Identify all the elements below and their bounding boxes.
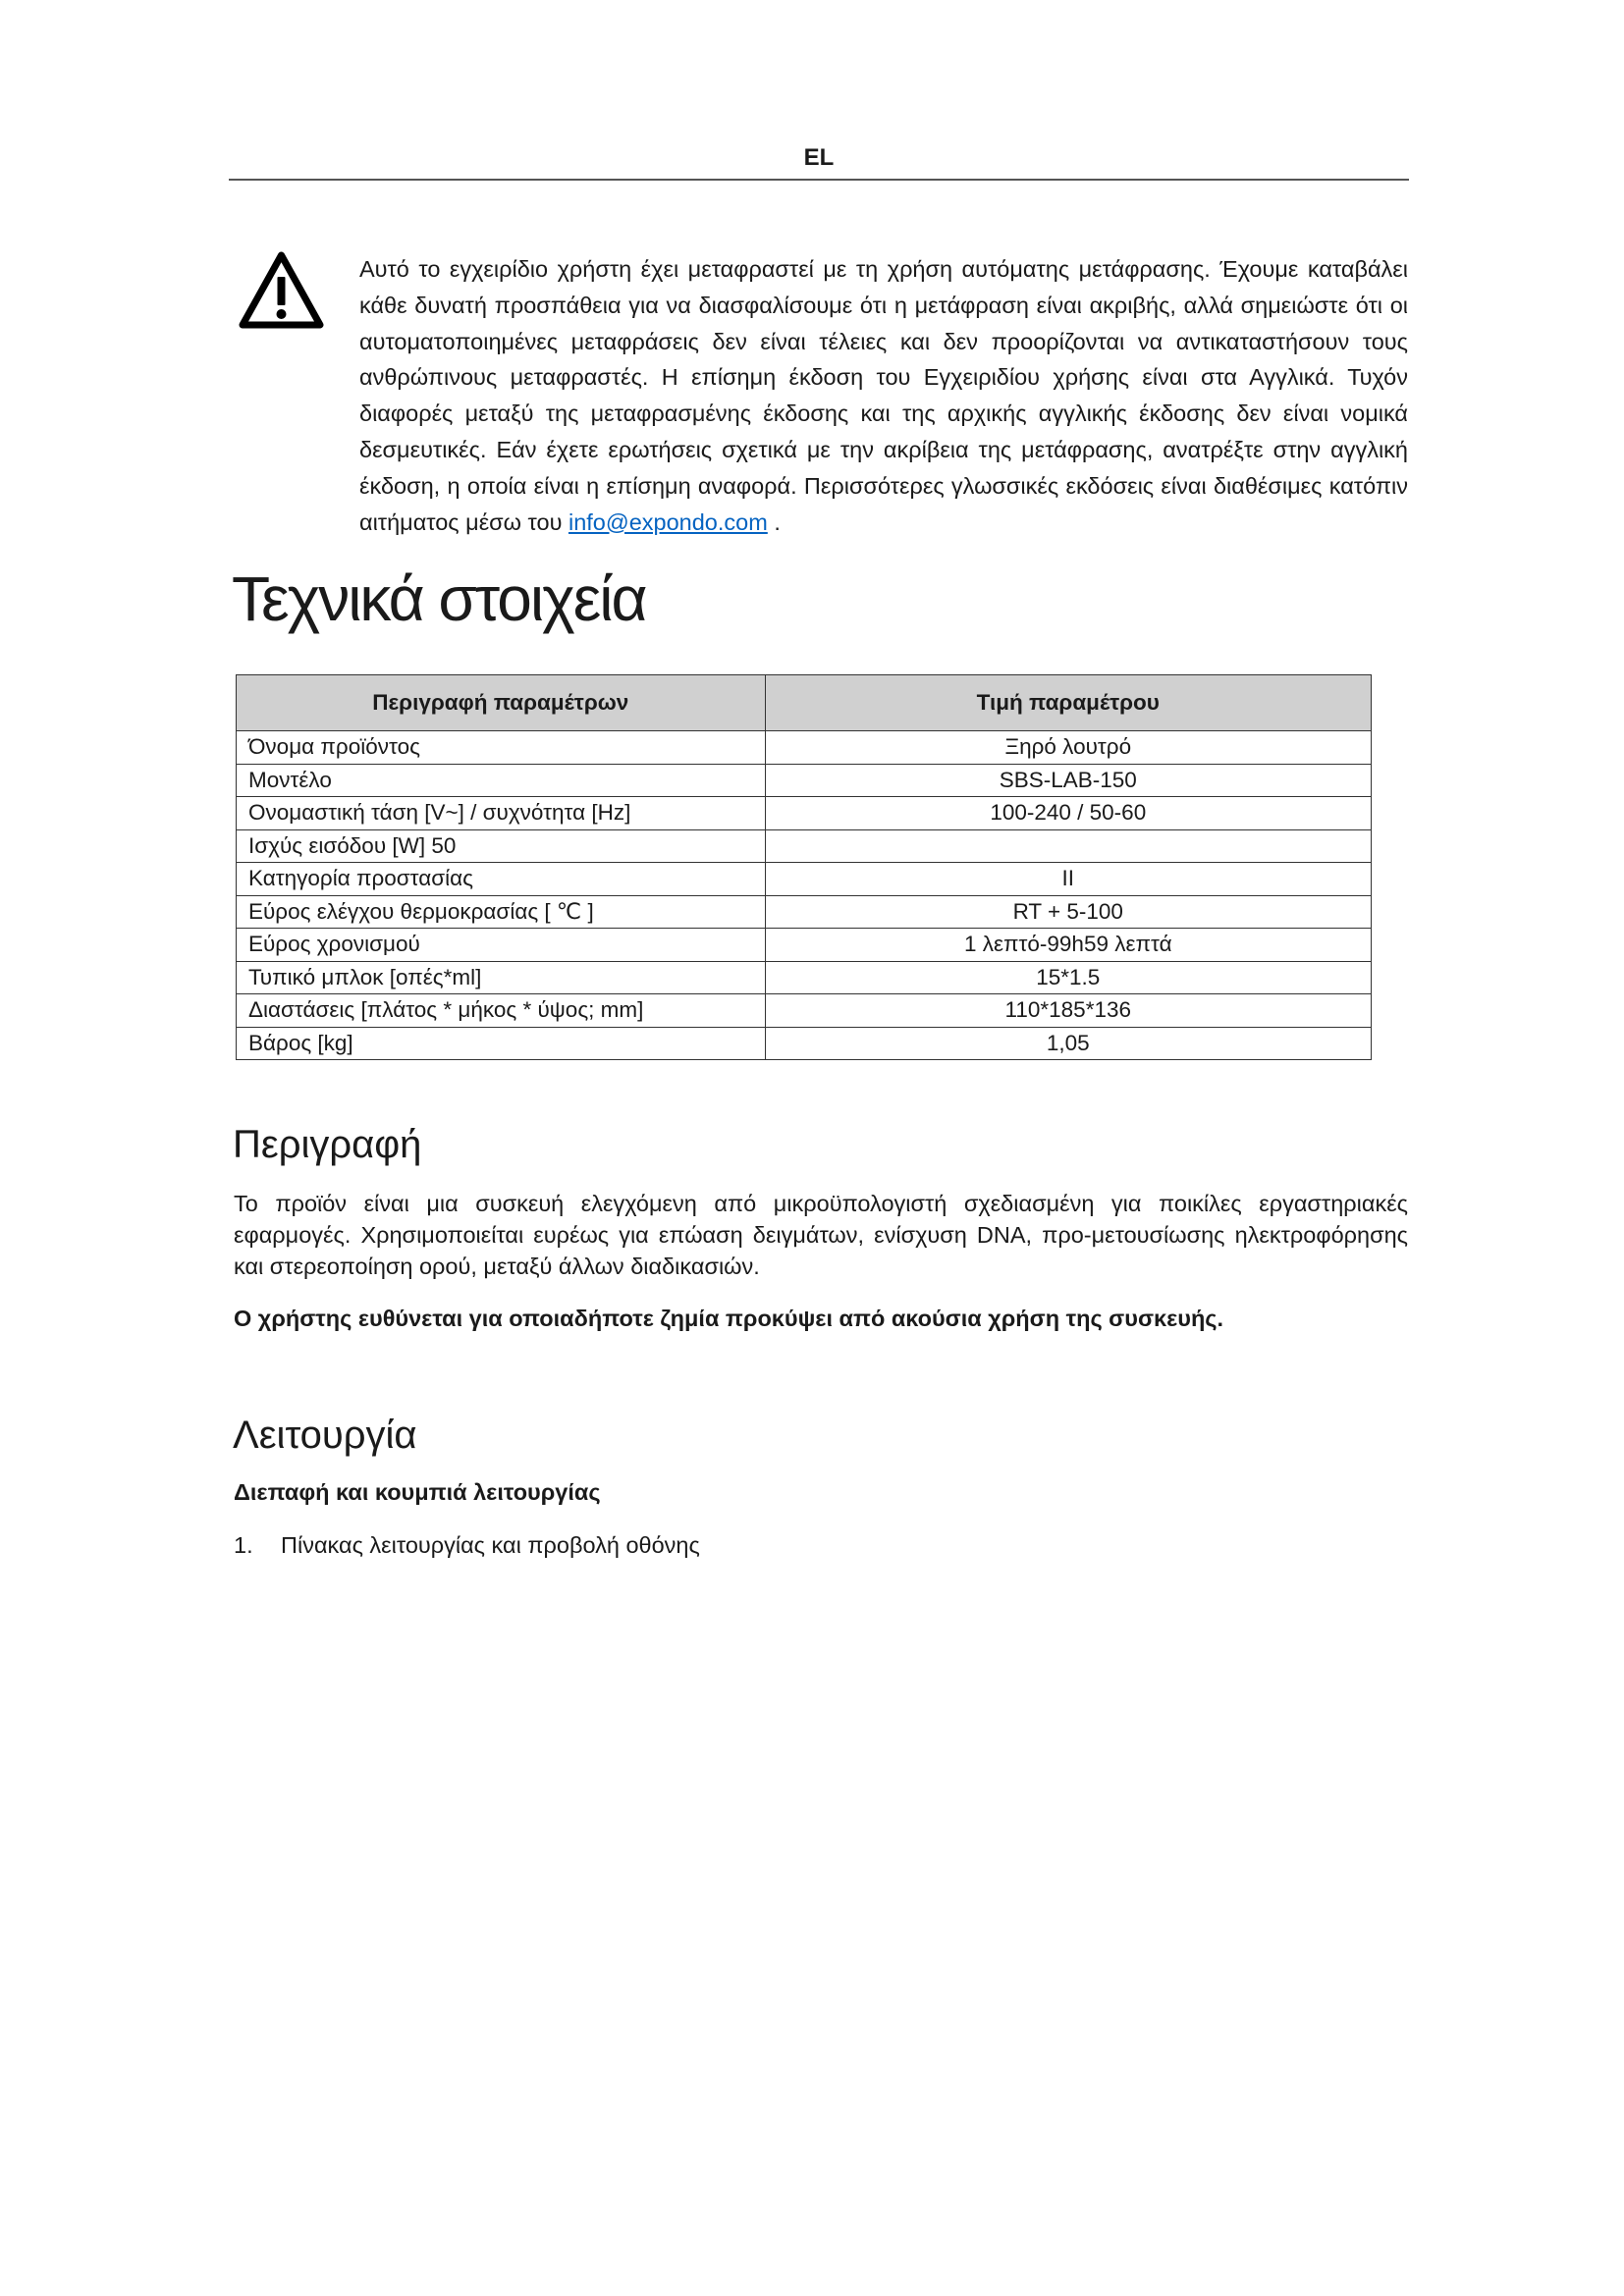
table-row: Ονομαστική τάση [V~] / συχνότητα [Hz] 100-240 / 50-60 <box>237 797 1372 830</box>
translation-disclaimer: Αυτό το εγχειρίδιο χρήστη έχει μεταφραστεί με τη χρήση αυτόματης μετάφρασης. Έχουμε καταβάλει κάθε δυνατή προσπάθεια για να διασφαλίσουμε ότι η μετάφραση είναι ακριβής, αλλά σημειώστε ότι οι αυτοματοποιημένες μεταφράσεις δεν είναι τέλειες και δεν προορίζονται να αντικαταστήσουν τους ανθρώπινους μεταφραστές. Η επίσημη έκδοση του Εγχειριδίου χρήσης είναι στα Αγγλικά. Τυχόν διαφορές μεταξύ της μεταφρασμένης έκδοσης και της αρχικής αγγλικής έκδοσης δεν είναι νομικά δεσμευτικές. Εάν έχετε ερωτήσεις σχετικά με την ακρίβεια της μετάφρασης, ανατρέξτε στην αγγλική έκδοση, η οποία είναι η επίσημη αναφορά. Περισσότερες γλωσσικές εκδόσεις είναι διαθέσιμες κατόπιν αιτήματος μέσω του info@expondo.com . <box>359 256 1408 535</box>
table-row: Όνομα προϊόντος Ξηρό λουτρό <box>237 731 1372 765</box>
table-row: Μοντέλο SBS-LAB-150 <box>237 764 1372 797</box>
warning-triangle-icon <box>239 251 324 330</box>
description-text: Το προϊόν είναι μια συσκευή ελεγχόμενη από μικροϋπολογιστή σχεδιασμένη για ποικίλες εργαστηριακές εφαρμογές. Χρησιμοποιείται ευρέως για επώαση δειγμάτων, ενίσχυση DNA, προ-μετουσίωσης ηλεκτροφόρησης και στερεοποίηση ορού, μεταξύ άλλων διαδικασιών. <box>234 1191 1408 1279</box>
email-link[interactable]: info@expondo.com <box>568 508 768 535</box>
operation-title: Λειτουργία <box>233 1414 417 1457</box>
table-row: Εύρος χρονισμού 1 λεπτό-99h59 λεπτά <box>237 929 1372 962</box>
table-row: Βάρος [kg] 1,05 <box>237 1027 1372 1060</box>
table-row: Εύρος ελέγχου θερμοκρασίας [ ℃ ] RT + 5-100 <box>237 895 1372 929</box>
column-header-parameter: Περιγραφή παραμέτρων <box>237 675 766 731</box>
table-row: Κατηγορία προστασίας II <box>237 863 1372 896</box>
language-code: EL <box>803 144 835 171</box>
description-title: Περιγραφή <box>233 1123 422 1166</box>
list-item: 1. Πίνακας λειτουργίας και προβολή οθόνης <box>234 1532 700 1558</box>
technical-data-title: Τεχνικά στοιχεία <box>232 563 646 634</box>
operation-subtitle: Διεπαφή και κουμπιά λειτουργίας <box>234 1479 601 1505</box>
table-row: Διαστάσεις [πλάτος * μήκος * ύψος; mm] 110*185*136 <box>237 994 1372 1028</box>
technical-data-table <box>236 674 1372 1060</box>
liability-notice: Ο χρήστης ευθύνεται για οποιαδήποτε ζημία προκύψει από ακούσια χρήση της συσκευής. <box>234 1306 1224 1331</box>
table-row: Τυπικό μπλοκ [οπές*ml] 15*1.5 <box>237 961 1372 994</box>
header-divider <box>229 179 1409 181</box>
column-header-value: Τιμή παραμέτρου <box>765 675 1371 731</box>
table-row: Ισχύς εισόδου [W] 50 <box>237 829 1372 863</box>
